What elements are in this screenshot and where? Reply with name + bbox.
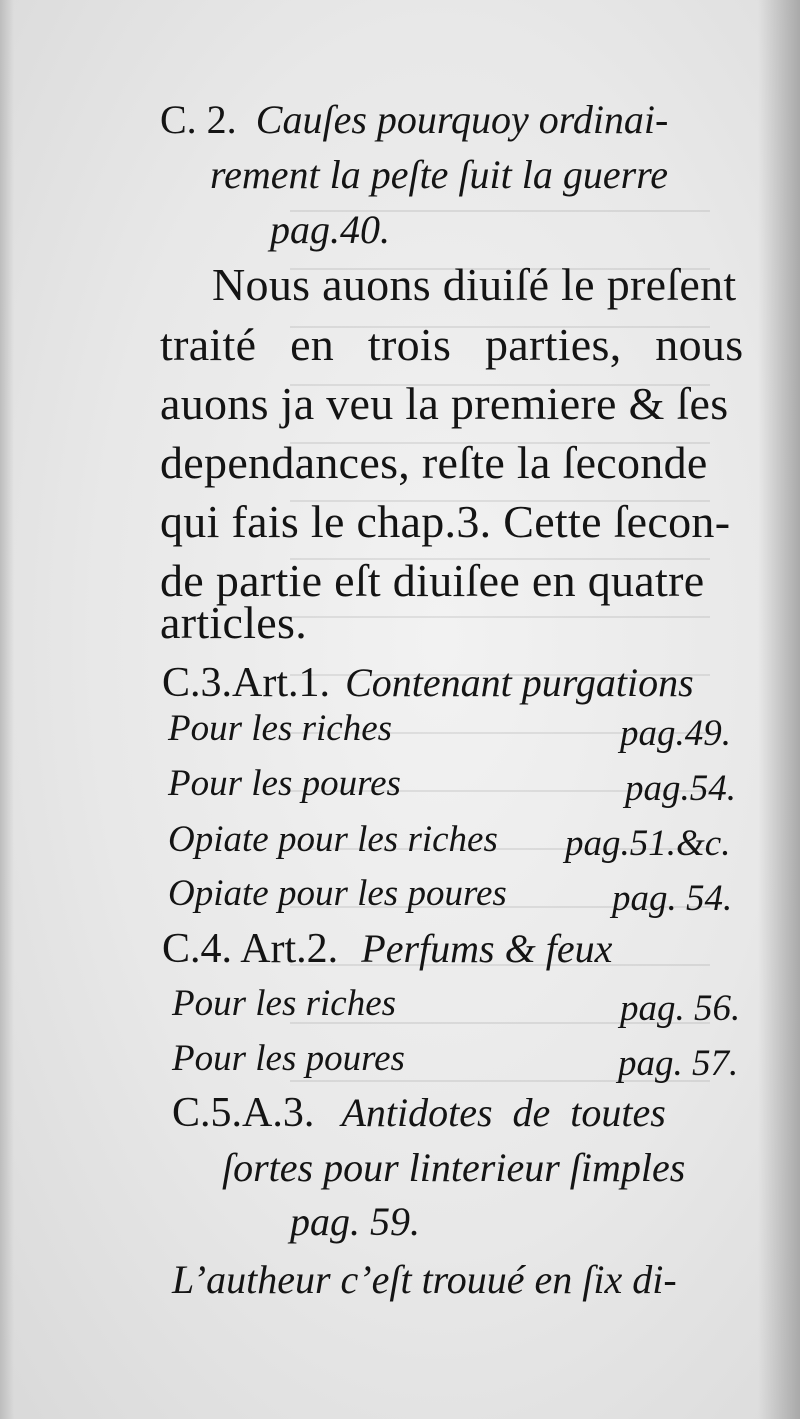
paragraph-line-1: Nous auons diuiſé le preſent	[212, 259, 737, 310]
article-2-ref: C.4. Art.2.	[162, 926, 339, 972]
entry-1-page: pag.49.	[620, 713, 731, 754]
article-3-ref: C.5.A.3.	[172, 1090, 315, 1136]
entry-c2-page: pag.40.	[270, 207, 390, 252]
entry-1-label: Pour les riches	[168, 708, 393, 749]
paragraph-line-7: articles.	[160, 597, 308, 648]
article-2-title: Perfums & feux	[361, 926, 613, 971]
article-3-page: pag. 59.	[290, 1199, 420, 1244]
entry-2-label: Pour les poures	[168, 763, 401, 804]
entry-5-label: Pour les riches	[172, 983, 397, 1024]
entry-5-page: pag. 56.	[620, 988, 741, 1029]
entry-4-label: Opiate pour les poures	[168, 873, 507, 914]
article-1-ref: C.3.Art.1.	[162, 660, 330, 706]
article-3-title: Antidotes de toutes	[341, 1090, 666, 1135]
article-1-title: Contenant purgations	[345, 660, 694, 705]
article-2-heading	[162, 928, 612, 970]
paragraph-line-6: de partie eſt diuiſee en quatre	[160, 555, 705, 606]
entry-2-page: pag.54.	[625, 768, 736, 809]
paragraph-line-2: traité en trois parties, nous	[160, 319, 744, 370]
entry-c2-title: Cauſes pourquoy ordinai-	[255, 97, 669, 142]
article-3-heading	[172, 1092, 666, 1134]
entry-4-page: pag. 54.	[612, 878, 733, 919]
paragraph-line-5: qui fais le chap.3. Cette ſecon-	[160, 496, 731, 547]
paragraph-line-4: dependances, reſte la ſeconde	[160, 437, 708, 488]
paragraph-line-3: auons ja veu la premiere & ſes	[160, 378, 729, 429]
entry-c2-line1	[160, 97, 669, 142]
entry-c2-line2: rement la peſte ſuit la guerre	[210, 152, 669, 197]
article-1-heading	[162, 662, 694, 704]
article-3-line2: ſortes pour linterieur ſimples	[222, 1145, 686, 1190]
page-left-shadow	[0, 0, 14, 1419]
entry-3-page: pag.51.&c.	[565, 823, 731, 864]
entry-c2-ref: C. 2.	[160, 97, 237, 142]
last-line: L’autheur c’eſt trouué en ſix di-	[172, 1257, 677, 1302]
entry-6-label: Pour les poures	[172, 1038, 405, 1079]
page-right-shadow	[758, 0, 800, 1419]
entry-3-label: Opiate pour les riches	[168, 819, 498, 860]
entry-6-page: pag. 57.	[618, 1043, 739, 1084]
